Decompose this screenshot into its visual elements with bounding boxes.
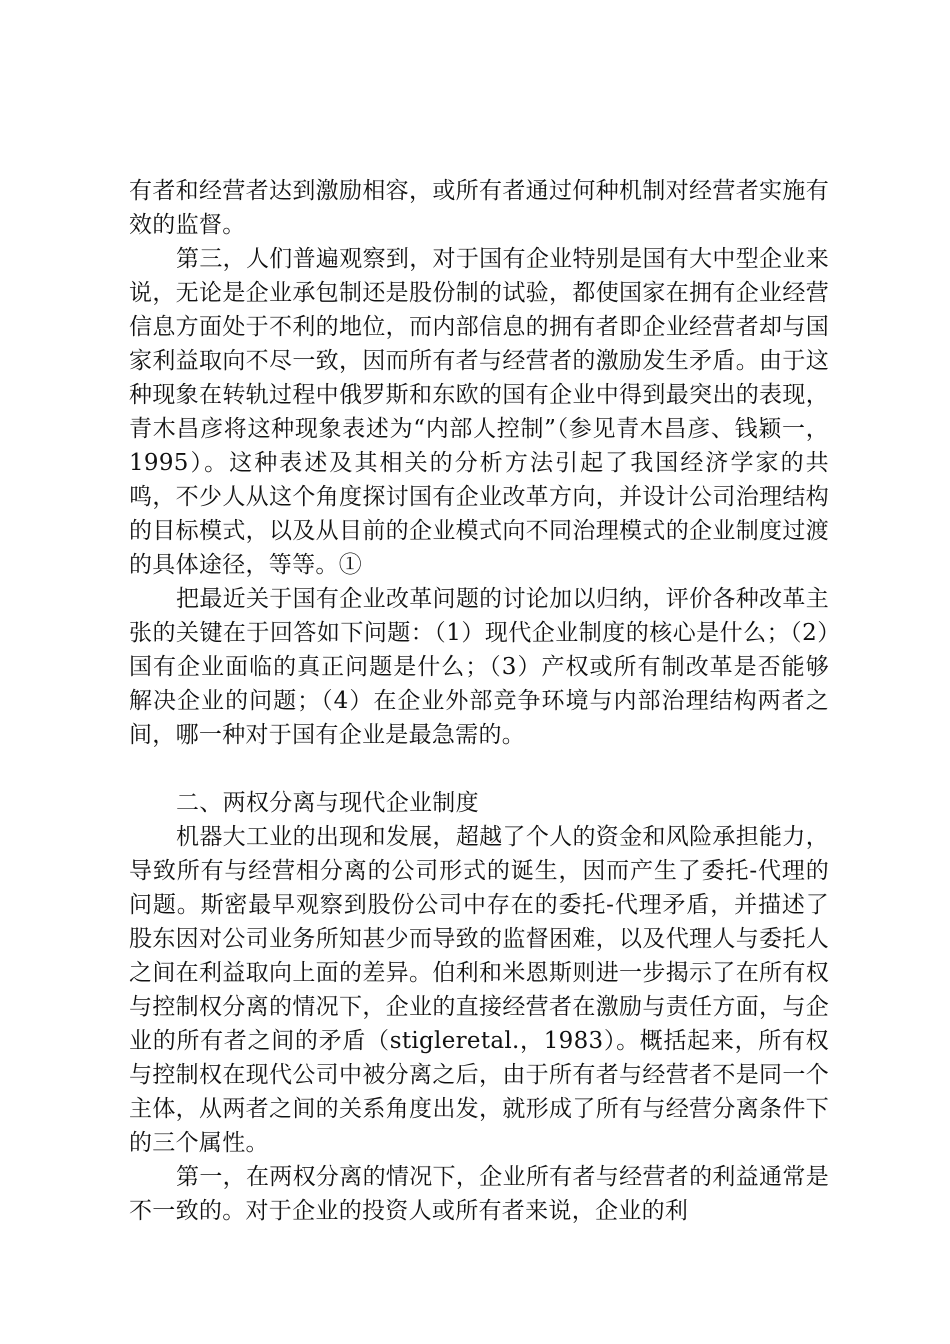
paragraph-summary-questions: 把最近关于国有企业改革问题的讨论加以归纳，评价各种改革主张的关键在于回答如下问题：（1）现代企业制度的核心是什么；（2）国有企业面临的真正问题是什么；（3）产权或所有制改革是否能够解决企业的问题；（4）在企业外部竞争环境与内部治理结构两者之间，哪一种对于国有企业是最急需的。 (129, 586, 829, 748)
paragraph-continuation: 有者和经营者达到激励相容，或所有者通过何种机制对经营者实施有效的监督。 (129, 178, 829, 238)
paragraph-third-point: 第三，人们普遍观察到，对于国有企业特别是国有大中型企业来说，无论是企业承包制还是股份制的试验，都使国家在拥有企业经营信息方面处于不利的地位，而内部信息的拥有者即企业经营者却与国家利益取向不尽一致，因而所有者与经营者的激励发生矛盾。由于这种现象在转轨过程中俄罗斯和东欧的国有企业中得到最突出的表现，青木昌彦将这种现象表述为“内部人控制”（参见青木昌彦、钱颖一，1995）。这种表述及其相关的分析方法引起了我国经济学家的共鸣，不少人从这个角度探讨国有企业改革方向，并设计公司治理结构的目标模式，以及从目前的企业模式向不同治理模式的企业制度过渡的具体途径，等等。① (129, 246, 829, 578)
paragraph-separation-history: 机器大工业的出现和发展，超越了个人的资金和风险承担能力，导致所有与经营相分离的公司形式的诞生，因而产生了委托-代理的问题。斯密最早观察到股份公司中存在的委托-代理矛盾，并描述了股东因对公司业务所知甚少而导致的监督困难，以及代理人与委托人之间在利益取向上面的差异。伯利和米恩斯则进一步揭示了在所有权与控制权分离的情况下，企业的直接经营者在激励与责任方面，与企业的所有者之间的矛盾（stigleretal.，1983）。概括起来，所有权与控制权在现代公司中被分离之后，由于所有者与经营者不是同一个主体，从两者之间的关系角度出发，就形成了所有与经营分离条件下的三个属性。 (129, 824, 829, 1156)
section-heading: 二、两权分离与现代企业制度 (176, 790, 479, 816)
paragraph-first-attribute: 第一，在两权分离的情况下，企业所有者与经营者的利益通常是不一致的。对于企业的投资人或所有者来说，企业的利 (129, 1164, 829, 1224)
document-body (129, 174, 829, 1228)
